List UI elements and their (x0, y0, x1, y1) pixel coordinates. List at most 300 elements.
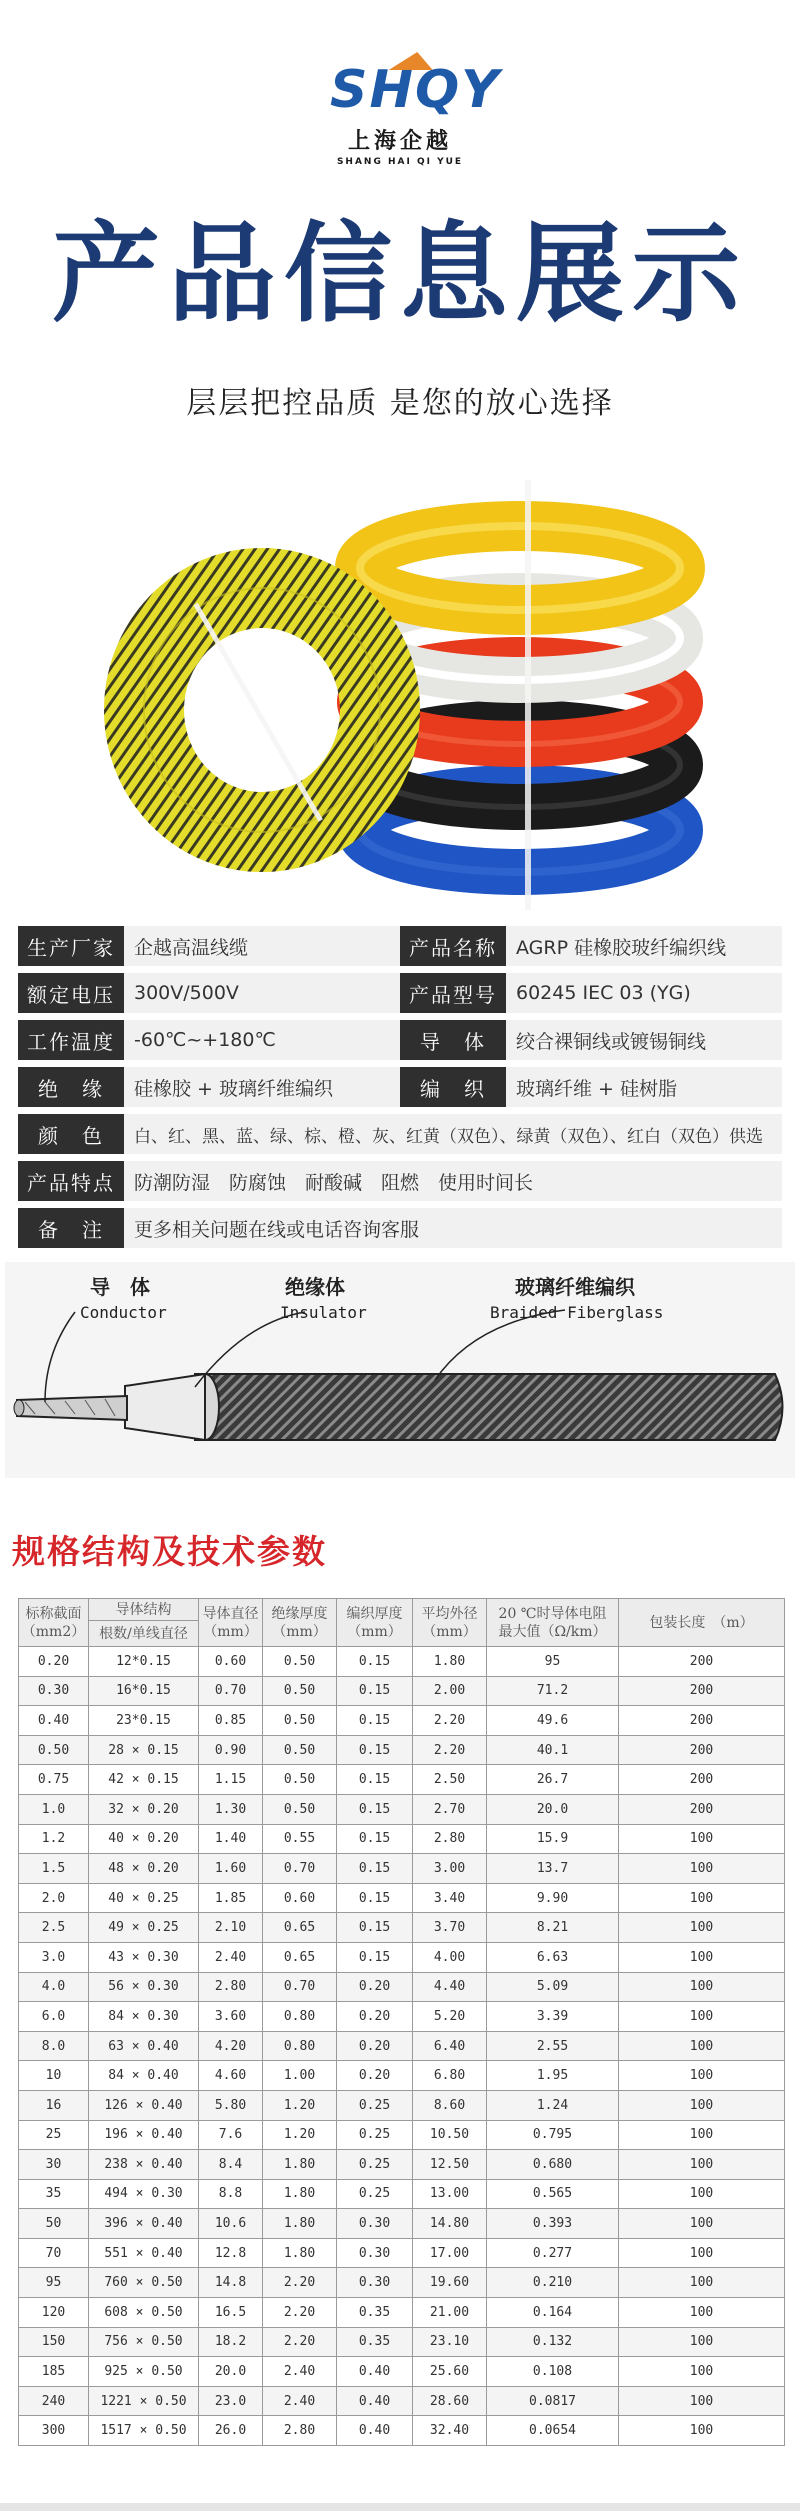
table-cell: 0.15 (337, 1735, 413, 1765)
table-cell: 1.40 (199, 1824, 263, 1854)
spec-header-row (19, 1599, 785, 1621)
label-working-temp: 工作温度 (18, 1020, 124, 1060)
table-cell: 0.0654 (487, 2416, 619, 2446)
table-cell: 1.30 (199, 1794, 263, 1824)
table-cell: 0.15 (337, 1794, 413, 1824)
table-cell: 10.6 (199, 2209, 263, 2239)
table-row (19, 2209, 785, 2239)
diagram-conductor-en: Conductor (80, 1303, 167, 1322)
table-cell: 26.7 (487, 1765, 619, 1795)
table-cell: 551 × 0.40 (89, 2238, 199, 2268)
table-cell: 396 × 0.40 (89, 2209, 199, 2239)
table-cell: 1.0 (19, 1794, 89, 1824)
table-cell: 12.50 (413, 2150, 487, 2180)
table-cell: 100 (619, 1913, 785, 1943)
table-cell: 17.00 (413, 2238, 487, 2268)
table-cell: 238 × 0.40 (89, 2150, 199, 2180)
table-cell: 0.55 (263, 1824, 337, 1854)
table-cell: 0.40 (337, 2357, 413, 2387)
table-row (19, 1735, 785, 1765)
diagram-insulator-cn: 绝缘体 (285, 1275, 345, 1299)
table-cell: 19.60 (413, 2268, 487, 2298)
table-cell: 0.164 (487, 2298, 619, 2328)
table-cell: 100 (619, 1942, 785, 1972)
spec-table (18, 1598, 785, 2446)
brand-name-en: SHANG HAI QI YUE (336, 157, 464, 167)
page-title: 产品信息展示 (51, 212, 748, 337)
table-cell: 200 (619, 1735, 785, 1765)
table-cell: 0.40 (337, 2386, 413, 2416)
table-cell: 2.00 (413, 1676, 487, 1706)
brand-header (0, 0, 800, 180)
table-cell: 2.40 (199, 1942, 263, 1972)
table-row (19, 2268, 785, 2298)
table-cell: 200 (619, 1676, 785, 1706)
table-cell: 0.15 (337, 1824, 413, 1854)
table-cell: 0.65 (263, 1913, 337, 1943)
cable-insulator-layer (125, 1374, 219, 1440)
table-cell: 1.60 (199, 1854, 263, 1884)
value-manufacturer: 企越高温线缆 (134, 936, 249, 959)
table-cell: 10 (19, 2061, 89, 2091)
table-cell: 100 (619, 1824, 785, 1854)
diagram-braid-en: Braided Fiberglass (490, 1303, 664, 1322)
table-cell: 15.9 (487, 1824, 619, 1854)
table-cell: 1.2 (19, 1824, 89, 1854)
label-manufacturer: 生产厂家 (18, 926, 124, 966)
value-model: 60245 IEC 03 (YG) (516, 982, 691, 1004)
table-cell: 5.80 (199, 2090, 263, 2120)
table-cell: 120 (19, 2298, 89, 2328)
table-cell: 2.50 (413, 1765, 487, 1795)
table-cell: 14.8 (199, 2268, 263, 2298)
table-cell: 100 (619, 2031, 785, 2061)
table-cell: 3.70 (413, 1913, 487, 1943)
table-cell: 0.132 (487, 2327, 619, 2357)
table-cell: 200 (619, 1794, 785, 1824)
table-cell: 28.60 (413, 2386, 487, 2416)
table-cell: 0.795 (487, 2120, 619, 2150)
table-cell: 49 × 0.25 (89, 1913, 199, 1943)
table-cell: 2.20 (413, 1735, 487, 1765)
table-cell: 0.108 (487, 2357, 619, 2387)
table-cell: 50 (19, 2209, 89, 2239)
header-resistance: 20 ℃时导体电阻 最大值（Ω/km） (487, 1599, 619, 1647)
table-cell: 18.2 (199, 2327, 263, 2357)
table-cell: 1.20 (263, 2090, 337, 2120)
cable-conductor-layer (14, 1396, 127, 1420)
striped-cable-coil (144, 588, 380, 832)
table-cell: 2.80 (413, 1824, 487, 1854)
label-conductor: 导 体 (400, 1020, 506, 1060)
table-cell: 16 (19, 2090, 89, 2120)
table-cell: 9.90 (487, 1883, 619, 1913)
table-row (19, 2031, 785, 2061)
table-cell: 0.0817 (487, 2386, 619, 2416)
info-row (18, 1067, 782, 1107)
table-row (19, 2238, 785, 2268)
table-cell: 84 × 0.30 (89, 2002, 199, 2032)
table-cell: 8.8 (199, 2179, 263, 2209)
table-cell: 0.70 (263, 1854, 337, 1884)
table-cell: 0.60 (263, 1883, 337, 1913)
table-cell: 8.4 (199, 2150, 263, 2180)
table-row (19, 1942, 785, 1972)
table-cell: 40 × 0.20 (89, 1824, 199, 1854)
logo-mark-text: SHQY (330, 60, 501, 120)
header-strand-count: 根数/单线直径 (89, 1621, 199, 1647)
table-row (19, 2386, 785, 2416)
table-cell: 0.50 (263, 1765, 337, 1795)
table-cell: 0.25 (337, 2179, 413, 2209)
table-cell: 10.50 (413, 2120, 487, 2150)
table-cell: 13.7 (487, 1854, 619, 1884)
table-cell: 0.565 (487, 2179, 619, 2209)
table-row (19, 2002, 785, 2032)
table-cell: 0.80 (263, 2031, 337, 2061)
cable-structure-diagram (5, 1262, 795, 1478)
table-cell: 0.20 (337, 2031, 413, 2061)
table-cell: 0.393 (487, 2209, 619, 2239)
table-cell: 2.80 (263, 2416, 337, 2446)
table-cell: 0.15 (337, 1706, 413, 1736)
table-cell: 185 (19, 2357, 89, 2387)
table-cell: 100 (619, 1883, 785, 1913)
table-cell: 2.40 (263, 2357, 337, 2387)
table-cell: 0.60 (199, 1647, 263, 1677)
table-cell: 20.0 (199, 2357, 263, 2387)
value-insulation: 硅橡胶 + 玻璃纤维编织 (134, 1077, 333, 1100)
table-cell: 100 (619, 2002, 785, 2032)
table-cell: 70 (19, 2238, 89, 2268)
table-cell: 3.0 (19, 1942, 89, 1972)
table-cell: 0.70 (263, 1972, 337, 2002)
table-cell: 8.60 (413, 2090, 487, 2120)
table-cell: 49.6 (487, 1706, 619, 1736)
table-cell: 100 (619, 2120, 785, 2150)
table-cell: 0.80 (263, 2002, 337, 2032)
value-product-name: AGRP 硅橡胶玻纤编织线 (516, 936, 727, 959)
table-cell: 6.40 (413, 2031, 487, 2061)
table-cell: 40 × 0.25 (89, 1883, 199, 1913)
table-cell: 1.80 (413, 1647, 487, 1677)
table-cell: 3.40 (413, 1883, 487, 1913)
table-cell: 48 × 0.20 (89, 1854, 199, 1884)
table-cell: 0.680 (487, 2150, 619, 2180)
table-cell: 0.20 (337, 1972, 413, 2002)
table-cell: 43 × 0.30 (89, 1942, 199, 1972)
table-cell: 0.20 (337, 2002, 413, 2032)
table-cell: 0.15 (337, 1942, 413, 1972)
table-cell: 0.40 (337, 2416, 413, 2446)
table-cell: 100 (619, 2327, 785, 2357)
table-cell: 1.80 (263, 2150, 337, 2180)
info-row (18, 1161, 782, 1201)
table-cell: 8.0 (19, 2031, 89, 2061)
table-cell: 0.15 (337, 1854, 413, 1884)
table-cell: 0.30 (337, 2238, 413, 2268)
label-model: 产品型号 (400, 973, 506, 1013)
table-cell: 2.5 (19, 1913, 89, 1943)
info-row (18, 973, 782, 1013)
table-cell: 12*0.15 (89, 1647, 199, 1677)
table-row (19, 1676, 785, 1706)
table-cell: 4.0 (19, 1972, 89, 2002)
table-cell: 2.20 (263, 2298, 337, 2328)
brand-logo (330, 60, 501, 120)
table-cell: 3.39 (487, 2002, 619, 2032)
table-cell: 240 (19, 2386, 89, 2416)
table-cell: 0.15 (337, 1647, 413, 1677)
table-row (19, 1913, 785, 1943)
header-package-length: 包装长度 （m） (619, 1599, 785, 1647)
table-row (19, 1972, 785, 2002)
table-cell: 16.5 (199, 2298, 263, 2328)
table-cell: 2.20 (263, 2268, 337, 2298)
table-cell: 14.80 (413, 2209, 487, 2239)
table-cell: 126 × 0.40 (89, 2090, 199, 2120)
value-remarks: 更多相关问题在线或电话咨询客服 (134, 1218, 420, 1241)
label-features: 产品特点 (18, 1161, 124, 1201)
table-cell: 0.50 (263, 1735, 337, 1765)
table-cell: 23.0 (199, 2386, 263, 2416)
label-remarks: 备 注 (18, 1208, 124, 1248)
table-cell: 1.80 (263, 2179, 337, 2209)
label-braid: 编 织 (400, 1067, 506, 1107)
info-row (18, 926, 782, 966)
table-cell: 608 × 0.50 (89, 2298, 199, 2328)
table-cell: 84 × 0.40 (89, 2061, 199, 2091)
label-rated-voltage: 额定电压 (18, 973, 124, 1013)
table-cell: 760 × 0.50 (89, 2268, 199, 2298)
table-cell: 100 (619, 2298, 785, 2328)
table-cell: 0.25 (337, 2120, 413, 2150)
table-cell: 42 × 0.15 (89, 1765, 199, 1795)
spec-table-body (19, 1647, 785, 2446)
footer-bar (0, 2503, 800, 2511)
value-working-temp: -60℃~+180℃ (134, 1029, 276, 1051)
table-cell: 100 (619, 2386, 785, 2416)
table-cell: 25 (19, 2120, 89, 2150)
table-cell: 71.2 (487, 1676, 619, 1706)
value-colors: 白、红、黑、蓝、绿、棕、橙、灰、红黄（双色）、绿黄（双色）、红白（双色）供选 (134, 1126, 763, 1147)
table-cell: 0.15 (337, 1913, 413, 1943)
spec-section-title: 规格结构及技术参数 (12, 1532, 327, 1571)
header-insulation-thickness: 绝缘厚度 （mm） (263, 1599, 337, 1647)
table-cell: 0.75 (19, 1765, 89, 1795)
table-row (19, 1794, 785, 1824)
table-cell: 100 (619, 1854, 785, 1884)
table-cell: 1.80 (263, 2209, 337, 2239)
table-cell: 100 (619, 2090, 785, 2120)
cable-tie (525, 480, 531, 910)
table-cell: 100 (619, 2179, 785, 2209)
table-cell: 300 (19, 2416, 89, 2446)
table-cell: 13.00 (413, 2179, 487, 2209)
table-cell: 0.277 (487, 2238, 619, 2268)
table-cell: 2.80 (199, 1972, 263, 2002)
product-info-table (18, 926, 782, 1255)
table-cell: 8.21 (487, 1913, 619, 1943)
table-cell: 21.00 (413, 2298, 487, 2328)
table-cell: 200 (619, 1765, 785, 1795)
table-cell: 0.20 (19, 1647, 89, 1677)
table-cell: 30 (19, 2150, 89, 2180)
table-row (19, 2120, 785, 2150)
table-row (19, 1854, 785, 1884)
table-cell: 0.30 (337, 2209, 413, 2239)
table-cell: 925 × 0.50 (89, 2357, 199, 2387)
info-row (18, 1208, 782, 1248)
table-cell: 32 × 0.20 (89, 1794, 199, 1824)
table-cell: 4.40 (413, 1972, 487, 2002)
table-row (19, 2416, 785, 2446)
table-cell: 150 (19, 2327, 89, 2357)
value-features: 防潮防湿 防腐蚀 耐酸碱 阻燃 使用时间长 (134, 1171, 534, 1194)
table-cell: 100 (619, 2061, 785, 2091)
table-cell: 4.20 (199, 2031, 263, 2061)
table-cell: 16*0.15 (89, 1676, 199, 1706)
table-cell: 0.90 (199, 1735, 263, 1765)
table-cell: 0.50 (263, 1676, 337, 1706)
table-cell: 35 (19, 2179, 89, 2209)
table-cell: 0.15 (337, 1765, 413, 1795)
table-cell: 6.63 (487, 1942, 619, 1972)
table-cell: 0.25 (337, 2150, 413, 2180)
table-cell: 40.1 (487, 1735, 619, 1765)
header-braid-thickness: 编织厚度 （mm） (337, 1599, 413, 1647)
table-cell: 23*0.15 (89, 1706, 199, 1736)
diagram-braid-cn: 玻璃纤维编织 (515, 1275, 635, 1299)
table-cell: 3.60 (199, 2002, 263, 2032)
table-cell: 63 × 0.40 (89, 2031, 199, 2061)
page-subtitle: 层层把控品质 是您的放心选择 (186, 386, 614, 421)
table-cell: 0.15 (337, 1676, 413, 1706)
diagram-insulator-en: Insulator (280, 1303, 367, 1322)
info-row (18, 1114, 782, 1154)
info-row (18, 1020, 782, 1060)
table-row (19, 1883, 785, 1913)
table-cell: 95 (19, 2268, 89, 2298)
table-cell: 1.15 (199, 1765, 263, 1795)
table-cell: 32.40 (413, 2416, 487, 2446)
table-cell: 25.60 (413, 2357, 487, 2387)
table-cell: 1.24 (487, 2090, 619, 2120)
table-cell: 5.20 (413, 2002, 487, 2032)
table-row (19, 2327, 785, 2357)
table-row (19, 2150, 785, 2180)
table-row (19, 2090, 785, 2120)
table-cell: 2.70 (413, 1794, 487, 1824)
table-cell: 5.09 (487, 1972, 619, 2002)
table-cell: 0.30 (337, 2268, 413, 2298)
table-cell: 196 × 0.40 (89, 2120, 199, 2150)
table-cell: 1.00 (263, 2061, 337, 2091)
table-row (19, 1824, 785, 1854)
table-cell: 100 (619, 2416, 785, 2446)
table-row (19, 2357, 785, 2387)
table-cell: 4.00 (413, 1942, 487, 1972)
table-cell: 200 (619, 1647, 785, 1677)
table-cell: 0.25 (337, 2090, 413, 2120)
brand-name-cn: 上海企越 (347, 129, 452, 154)
table-cell: 1.20 (263, 2120, 337, 2150)
table-cell: 26.0 (199, 2416, 263, 2446)
table-cell: 0.50 (263, 1647, 337, 1677)
header-cross-section: 标称截面 （mm2） (19, 1599, 89, 1647)
cable-braid-layer (195, 1374, 783, 1440)
diagram-conductor-cn: 导 体 (90, 1275, 150, 1299)
table-cell: 0.15 (337, 1883, 413, 1913)
table-cell: 100 (619, 1972, 785, 2002)
table-cell: 1.5 (19, 1854, 89, 1884)
table-cell: 0.50 (263, 1794, 337, 1824)
logo-roof-icon (389, 52, 440, 70)
table-cell: 95 (487, 1647, 619, 1677)
value-braid: 玻璃纤维 + 硅树脂 (516, 1077, 677, 1100)
table-cell: 1517 × 0.50 (89, 2416, 199, 2446)
table-row (19, 2298, 785, 2328)
value-conductor: 绞合裸铜线或镀锡铜线 (516, 1030, 707, 1053)
table-cell: 0.70 (199, 1676, 263, 1706)
table-cell: 100 (619, 2357, 785, 2387)
table-cell: 0.65 (263, 1942, 337, 1972)
header-conductor-structure: 导体结构 (89, 1599, 199, 1621)
table-cell: 0.35 (337, 2327, 413, 2357)
table-cell: 756 × 0.50 (89, 2327, 199, 2357)
table-cell: 2.20 (413, 1706, 487, 1736)
table-cell: 0.85 (199, 1706, 263, 1736)
table-cell: 0.35 (337, 2298, 413, 2328)
label-colors: 颜 色 (18, 1114, 124, 1154)
table-cell: 2.40 (263, 2386, 337, 2416)
yellow-cable-coil (360, 526, 680, 610)
table-cell: 100 (619, 2238, 785, 2268)
table-cell: 3.00 (413, 1854, 487, 1884)
table-row (19, 1706, 785, 1736)
table-cell: 1.85 (199, 1883, 263, 1913)
table-cell: 6.80 (413, 2061, 487, 2091)
table-row (19, 2061, 785, 2091)
value-rated-voltage: 300V/500V (134, 982, 239, 1004)
label-product-name: 产品名称 (400, 926, 506, 966)
header-conductor-diameter: 导体直径 （mm） (199, 1599, 263, 1647)
table-cell: 12.8 (199, 2238, 263, 2268)
table-cell: 100 (619, 2150, 785, 2180)
table-cell: 0.210 (487, 2268, 619, 2298)
table-cell: 4.60 (199, 2061, 263, 2091)
table-cell: 2.55 (487, 2031, 619, 2061)
table-cell: 0.40 (19, 1706, 89, 1736)
table-row (19, 1765, 785, 1795)
table-cell: 1221 × 0.50 (89, 2386, 199, 2416)
table-cell: 100 (619, 2209, 785, 2239)
table-cell: 0.30 (19, 1676, 89, 1706)
table-cell: 2.20 (263, 2327, 337, 2357)
table-cell: 1.80 (263, 2238, 337, 2268)
table-cell: 1.95 (487, 2061, 619, 2091)
table-cell: 0.50 (19, 1735, 89, 1765)
table-cell: 7.6 (199, 2120, 263, 2150)
table-row (19, 1647, 785, 1677)
table-cell: 2.0 (19, 1883, 89, 1913)
table-cell: 2.10 (199, 1913, 263, 1943)
header-average-od: 平均外径 （mm） (413, 1599, 487, 1647)
table-row (19, 2179, 785, 2209)
cable-coils-image (0, 440, 800, 940)
table-cell: 100 (619, 2268, 785, 2298)
table-cell: 28 × 0.15 (89, 1735, 199, 1765)
